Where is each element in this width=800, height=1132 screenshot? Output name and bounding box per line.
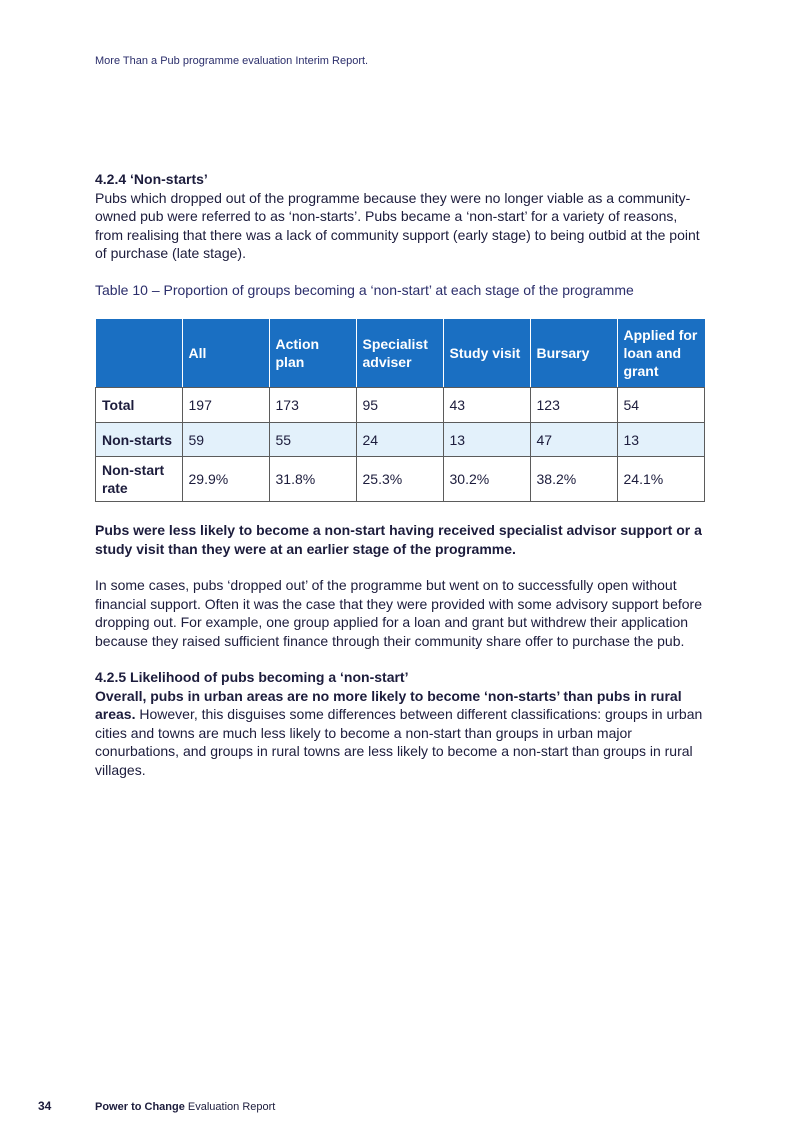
- column-header: Study visit: [443, 319, 530, 388]
- non-starts-paragraph: Pubs which dropped out of the programme because they were no longer viable as a community-owned pub were referred to as ‘non-starts’. Pubs became a ‘non-start’ for a variety of reasons, from realising that there was a lack of community support (early stage) to being outbid at the point of purchase (late stage).: [95, 189, 700, 261]
- footer-report-name: Evaluation Report: [184, 1101, 276, 1113]
- column-header: All: [182, 319, 269, 388]
- row-label: Total: [96, 388, 183, 423]
- table-cell: 55: [269, 423, 356, 457]
- table-cell: 38.2%: [530, 457, 617, 502]
- likelihood-body: However, this disguises some differences between different classifications: groups in urban cities and towns are much less likely to become a non-start than groups in urban major conurbations, and groups in rural towns are less likely to become a non-start than groups in rural villages.: [95, 706, 703, 778]
- running-header: More Than a Pub programme evaluation Interim Report.: [95, 55, 369, 67]
- footer-brand: Power to Change: [95, 1101, 185, 1113]
- section-heading-likelihood: 4.2.5 Likelihood of pubs becoming a ‘non-start’: [95, 669, 409, 685]
- table-cell: 29.9%: [182, 457, 269, 502]
- table-header-row: [96, 319, 705, 388]
- column-header: Specialist adviser: [356, 319, 443, 388]
- table-cell: 47: [530, 423, 617, 457]
- row-label: Non-start rate: [96, 457, 183, 502]
- table-cell: 54: [617, 388, 705, 423]
- page-number: 34: [38, 1099, 52, 1113]
- table-cell: 59: [182, 423, 269, 457]
- row-label: Non-starts: [96, 423, 183, 457]
- table-cell: 95: [356, 388, 443, 423]
- table-row: [96, 457, 705, 502]
- table-row: [96, 423, 705, 457]
- section-heading-non-starts: 4.2.4 ‘Non-starts’: [95, 171, 208, 187]
- likelihood-bold-lead: Overall, pubs in urban areas are no more likely to become ‘non-starts’ than pubs in rural areas.: [95, 687, 682, 722]
- table-caption: Table 10 – Proportion of groups becoming a ‘non-start’ at each stage of the programme: [95, 281, 634, 298]
- main-content: [95, 170, 705, 779]
- column-header: Applied for loan and grant: [617, 319, 705, 388]
- key-finding-statement: Pubs were less likely to become a non-start having received specialist advisor support or a study visit than they were at an earlier stage of the programme.: [95, 522, 702, 557]
- table-cell: 30.2%: [443, 457, 530, 502]
- column-header: [96, 319, 183, 388]
- column-header: Bursary: [530, 319, 617, 388]
- table-row: [96, 388, 705, 423]
- table-cell: 123: [530, 388, 617, 423]
- table-cell: 13: [443, 423, 530, 457]
- table-cell: 24: [356, 423, 443, 457]
- likelihood-paragraph: [95, 687, 705, 780]
- table-cell: 43: [443, 388, 530, 423]
- table-cell: 24.1%: [617, 457, 705, 502]
- column-header: Action plan: [269, 319, 356, 388]
- dropped-out-paragraph: In some cases, pubs ‘dropped out’ of the programme but went on to successfully open without financial support. Often it was the case that they were provided with some advisory support before dropping out. For example, one group applied for a loan and grant but withdrew their application because they raised sufficient finance through their community share offer to purchase the pub.: [95, 577, 702, 649]
- footer-title: [95, 1101, 275, 1113]
- table-cell: 25.3%: [356, 457, 443, 502]
- table-cell: 197: [182, 388, 269, 423]
- non-starts-table: [95, 319, 705, 502]
- table-cell: 31.8%: [269, 457, 356, 502]
- table-cell: 13: [617, 423, 705, 457]
- table-cell: 173: [269, 388, 356, 423]
